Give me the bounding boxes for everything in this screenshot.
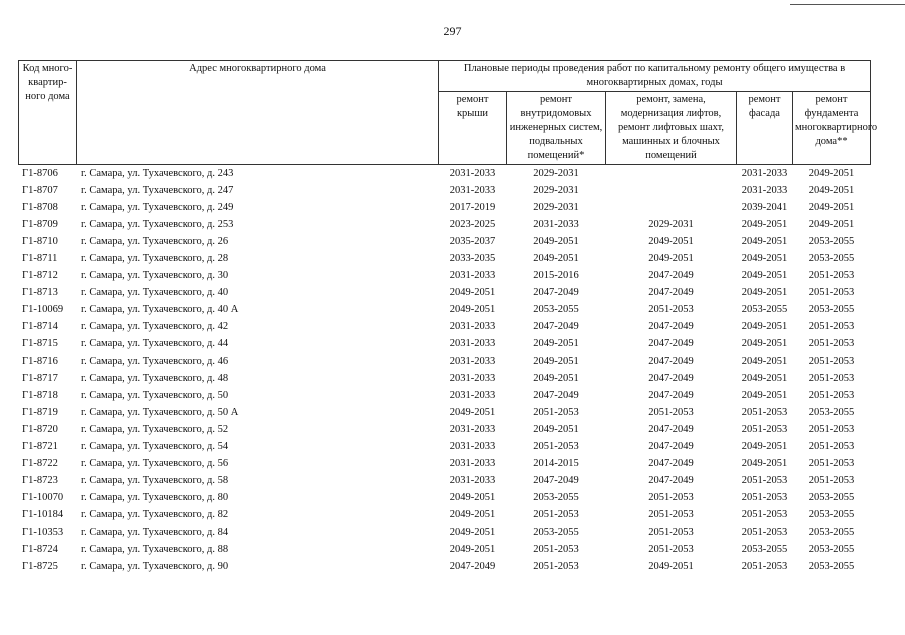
- cell-elevators: 2047-2049: [648, 287, 694, 299]
- cell-roof: 2049-2051: [449, 304, 496, 316]
- table-row: [19, 387, 871, 404]
- cell-elevators: [606, 199, 737, 216]
- table-row: [19, 370, 871, 387]
- cell-facade: 2031-2033: [741, 184, 788, 196]
- table-row: [19, 268, 871, 285]
- table-row: [19, 558, 871, 575]
- cell-roof: 2031-2033: [449, 423, 496, 435]
- cell-engineering: 2047-2049: [533, 475, 579, 487]
- table-row: [19, 336, 871, 353]
- cell-code: Г1-8723: [22, 475, 58, 487]
- cell-engineering: 2049-2051: [533, 355, 579, 367]
- cell-foundation: 2053-2055: [808, 526, 855, 538]
- cell-facade: 2049-2051: [741, 253, 788, 265]
- cell-elevators: 2047-2049: [648, 441, 694, 453]
- cell-code: Г1-8719: [22, 406, 58, 418]
- cell-facade: 2051-2053: [741, 509, 788, 521]
- cell-facade: 2049-2051: [741, 355, 788, 367]
- cell-engineering: 2015-2016: [533, 270, 579, 282]
- cell-address: г. Самара, ул. Тухачевского, д. 50 А: [81, 406, 239, 418]
- cell-code: Г1-10353: [22, 526, 64, 538]
- cell-code: Г1-8713: [22, 287, 58, 299]
- cell-engineering: 2051-2053: [533, 543, 579, 555]
- cell-facade: 2053-2055: [741, 304, 788, 316]
- cell-code: Г1-8708: [22, 201, 58, 213]
- cell-address: г. Самара, ул. Тухачевского, д. 253: [81, 218, 234, 230]
- cell-facade: 2051-2053: [741, 526, 788, 538]
- cell-engineering: 2051-2053: [533, 560, 579, 572]
- table-row: [19, 404, 871, 421]
- cell-address: г. Самара, ул. Тухачевского, д. 58: [81, 475, 229, 487]
- table-row: [19, 182, 871, 199]
- header-elevators: ремонт, замена, модернизация лифтов, ремонт лифтовых шахт, машинных и блочных помещений: [606, 92, 737, 165]
- cell-elevators: [606, 165, 737, 183]
- capital-repair-schedule-table: [18, 60, 878, 575]
- cell-foundation: 2049-2051: [808, 184, 855, 196]
- cell-foundation: 2051-2053: [808, 338, 855, 350]
- cell-roof: 2023-2025: [449, 218, 496, 230]
- cell-roof: 2031-2033: [449, 458, 496, 470]
- cell-engineering: 2049-2051: [533, 372, 579, 384]
- header-periods-group: Плановые периоды проведения работ по капитальному ремонту общего имущества в многоквартирных домах, годы: [439, 61, 871, 92]
- cell-elevators: [606, 182, 737, 199]
- cell-roof: 2031-2033: [449, 184, 496, 196]
- cell-facade: 2053-2055: [741, 543, 788, 555]
- cell-code: Г1-8714: [22, 321, 58, 333]
- cell-address: г. Самара, ул. Тухачевского, д. 82: [81, 509, 229, 521]
- cell-facade: 2051-2053: [741, 423, 788, 435]
- cell-code: Г1-8710: [22, 235, 58, 247]
- cell-elevators: 2029-2031: [648, 218, 694, 230]
- cell-code: Г1-8718: [22, 389, 58, 401]
- cell-address: г. Самара, ул. Тухачевского, д. 56: [81, 458, 229, 470]
- cell-foundation: 2053-2055: [808, 406, 855, 418]
- header-row-top: [19, 61, 871, 92]
- header-roof: ремонт крыши: [439, 92, 507, 165]
- cell-elevators: 2049-2051: [648, 560, 694, 572]
- header-address: Адрес многоквартирного дома: [77, 61, 439, 165]
- cell-engineering: 2014-2015: [533, 458, 579, 470]
- cell-elevators: 2051-2053: [648, 509, 694, 521]
- cell-facade: 2031-2033: [741, 167, 788, 179]
- cell-address: г. Самара, ул. Тухачевского, д. 243: [81, 167, 234, 179]
- cell-address: г. Самара, ул. Тухачевского, д. 90: [81, 560, 229, 572]
- table-row: [19, 233, 871, 250]
- cell-code: Г1-8721: [22, 441, 58, 453]
- cell-foundation: 2053-2055: [808, 509, 855, 521]
- cell-address: г. Самара, ул. Тухачевского, д. 44: [81, 338, 229, 350]
- cell-foundation: 2051-2053: [808, 389, 855, 401]
- cell-engineering: 2029-2031: [533, 167, 579, 179]
- header-foundation: ремонт фундамента многоквартирного дома**: [793, 92, 871, 165]
- cell-facade: 2049-2051: [741, 287, 788, 299]
- cell-roof: 2031-2033: [449, 389, 496, 401]
- cell-address: г. Самара, ул. Тухачевского, д. 30: [81, 270, 229, 282]
- cell-foundation: 2053-2055: [808, 543, 855, 555]
- cell-address: г. Самара, ул. Тухачевского, д. 46: [81, 355, 229, 367]
- cell-address: г. Самара, ул. Тухачевского, д. 42: [81, 321, 229, 333]
- cell-facade: 2049-2051: [741, 372, 788, 384]
- table-row: [19, 302, 871, 319]
- cell-elevators: 2047-2049: [648, 423, 694, 435]
- cell-code: Г1-8712: [22, 270, 58, 282]
- cell-code: Г1-8711: [22, 253, 58, 265]
- cell-foundation: 2051-2053: [808, 321, 855, 333]
- cell-address: г. Самара, ул. Тухачевского, д. 40 А: [81, 304, 239, 316]
- table-body: [19, 165, 871, 576]
- table-row: [19, 199, 871, 216]
- cell-engineering: 2049-2051: [533, 423, 579, 435]
- cell-elevators: 2047-2049: [648, 372, 694, 384]
- cell-address: г. Самара, ул. Тухачевского, д. 247: [81, 184, 234, 196]
- cell-engineering: 2047-2049: [533, 389, 579, 401]
- cell-facade: 2039-2041: [741, 201, 788, 213]
- cell-elevators: 2051-2053: [648, 492, 694, 504]
- cell-engineering: 2031-2033: [533, 218, 579, 230]
- cell-code: Г1-8706: [22, 167, 58, 179]
- table-row: [19, 165, 871, 183]
- cell-code: Г1-8709: [22, 218, 58, 230]
- cell-code: Г1-8715: [22, 338, 58, 350]
- cell-elevators: 2047-2049: [648, 321, 694, 333]
- cell-elevators: 2047-2049: [648, 458, 694, 470]
- cell-roof: 2049-2051: [449, 509, 496, 521]
- header-engineering: ремонт внутридомовых инженерных систем, подвальных помещений*: [507, 92, 606, 165]
- cell-facade: 2049-2051: [741, 270, 788, 282]
- cell-facade: 2049-2051: [741, 458, 788, 470]
- cell-facade: 2051-2053: [741, 492, 788, 504]
- cell-facade: 2049-2051: [741, 441, 788, 453]
- cell-roof: 2049-2051: [449, 543, 496, 555]
- table-row: [19, 319, 871, 336]
- cell-address: г. Самара, ул. Тухачевского, д. 28: [81, 253, 229, 265]
- cell-code: Г1-8720: [22, 423, 58, 435]
- cell-roof: 2031-2033: [449, 270, 496, 282]
- cell-foundation: 2053-2055: [808, 253, 855, 265]
- cell-code: Г1-10070: [22, 492, 64, 504]
- cell-engineering: 2047-2049: [533, 287, 579, 299]
- cell-foundation: 2051-2053: [808, 355, 855, 367]
- cell-roof: 2049-2051: [449, 526, 496, 538]
- cell-roof: 2031-2033: [449, 372, 496, 384]
- cell-address: г. Самара, ул. Тухачевского, д. 50: [81, 389, 229, 401]
- cell-roof: 2031-2033: [449, 355, 496, 367]
- cell-elevators: 2049-2051: [648, 235, 694, 247]
- cell-code: Г1-8724: [22, 543, 58, 555]
- table-row: [19, 507, 871, 524]
- cell-elevators: 2051-2053: [648, 406, 694, 418]
- cell-roof: 2031-2033: [449, 475, 496, 487]
- cell-foundation: 2053-2055: [808, 235, 855, 247]
- cell-engineering: 2049-2051: [533, 338, 579, 350]
- cell-address: г. Самара, ул. Тухачевского, д. 52: [81, 423, 229, 435]
- cell-engineering: 2051-2053: [533, 406, 579, 418]
- cell-elevators: 2047-2049: [648, 338, 694, 350]
- cell-engineering: 2051-2053: [533, 509, 579, 521]
- cell-engineering: 2053-2055: [533, 492, 579, 504]
- cell-facade: 2051-2053: [741, 475, 788, 487]
- cell-elevators: 2047-2049: [648, 475, 694, 487]
- cell-elevators: 2047-2049: [648, 270, 694, 282]
- table-row: [19, 490, 871, 507]
- cell-engineering: 2053-2055: [533, 526, 579, 538]
- cell-code: Г1-10069: [22, 304, 64, 316]
- cell-facade: 2049-2051: [741, 389, 788, 401]
- cell-roof: 2047-2049: [449, 560, 496, 572]
- table-row: [19, 216, 871, 233]
- cell-engineering: 2051-2053: [533, 441, 579, 453]
- cell-roof: 2049-2051: [449, 492, 496, 504]
- cell-foundation: 2049-2051: [808, 218, 855, 230]
- cell-roof: 2031-2033: [449, 338, 496, 350]
- cell-foundation: 2053-2055: [808, 492, 855, 504]
- cell-foundation: 2051-2053: [808, 475, 855, 487]
- cell-elevators: 2047-2049: [648, 355, 694, 367]
- cell-address: г. Самара, ул. Тухачевского, д. 48: [81, 372, 229, 384]
- cell-facade: 2051-2053: [741, 560, 788, 572]
- table-row: [19, 421, 871, 438]
- page-number: 297: [443, 24, 462, 38]
- cell-elevators: 2051-2053: [648, 543, 694, 555]
- cell-foundation: 2051-2053: [808, 423, 855, 435]
- cell-address: г. Самара, ул. Тухачевского, д. 26: [81, 235, 229, 247]
- cell-address: г. Самара, ул. Тухачевского, д. 249: [81, 201, 234, 213]
- corner-rule: [790, 4, 905, 5]
- cell-address: г. Самара, ул. Тухачевского, д. 88: [81, 543, 229, 555]
- cell-foundation: 2051-2053: [808, 458, 855, 470]
- cell-foundation: 2051-2053: [808, 270, 855, 282]
- cell-foundation: 2053-2055: [808, 560, 855, 572]
- cell-elevators: 2047-2049: [648, 389, 694, 401]
- cell-roof: 2031-2033: [449, 441, 496, 453]
- header-facade: ремонт фасада: [737, 92, 793, 165]
- cell-elevators: 2051-2053: [648, 526, 694, 538]
- cell-facade: 2049-2051: [741, 235, 788, 247]
- table-row: [19, 250, 871, 267]
- table-row: [19, 541, 871, 558]
- cell-roof: 2031-2033: [449, 167, 496, 179]
- cell-engineering: 2053-2055: [533, 304, 579, 316]
- cell-foundation: 2049-2051: [808, 201, 855, 213]
- cell-engineering: 2029-2031: [533, 201, 579, 213]
- cell-code: Г1-8717: [22, 372, 58, 384]
- cell-roof: 2049-2051: [449, 287, 496, 299]
- cell-code: Г1-10184: [22, 509, 64, 521]
- cell-foundation: 2049-2051: [808, 167, 855, 179]
- cell-facade: 2049-2051: [741, 218, 788, 230]
- cell-address: г. Самара, ул. Тухачевского, д. 80: [81, 492, 229, 504]
- cell-address: г. Самара, ул. Тухачевского, д. 54: [81, 441, 229, 453]
- cell-engineering: 2029-2031: [533, 184, 579, 196]
- cell-address: г. Самара, ул. Тухачевского, д. 40: [81, 287, 229, 299]
- cell-code: Г1-8722: [22, 458, 58, 470]
- cell-elevators: 2051-2053: [648, 304, 694, 316]
- table-row: [19, 285, 871, 302]
- cell-engineering: 2049-2051: [533, 235, 579, 247]
- cell-code: Г1-8725: [22, 560, 58, 572]
- cell-roof: 2035-2037: [449, 235, 496, 247]
- table-row: [19, 353, 871, 370]
- cell-foundation: 2051-2053: [808, 441, 855, 453]
- table-row: [19, 473, 871, 490]
- cell-code: Г1-8707: [22, 184, 58, 196]
- table-row: [19, 439, 871, 456]
- cell-foundation: 2053-2055: [808, 304, 855, 316]
- cell-foundation: 2051-2053: [808, 287, 855, 299]
- cell-facade: 2049-2051: [741, 321, 788, 333]
- cell-foundation: 2051-2053: [808, 372, 855, 384]
- table-row: [19, 524, 871, 541]
- cell-code: Г1-8716: [22, 355, 58, 367]
- cell-facade: 2051-2053: [741, 406, 788, 418]
- table-row: [19, 456, 871, 473]
- header-code: Код много-квартир-ного дома: [19, 61, 77, 165]
- cell-elevators: 2049-2051: [648, 253, 694, 265]
- cell-address: г. Самара, ул. Тухачевского, д. 84: [81, 526, 229, 538]
- cell-engineering: 2049-2051: [533, 253, 579, 265]
- cell-roof: 2049-2051: [449, 406, 496, 418]
- cell-facade: 2049-2051: [741, 338, 788, 350]
- cell-roof: 2017-2019: [449, 201, 496, 213]
- cell-roof: 2033-2035: [449, 253, 496, 265]
- cell-roof: 2031-2033: [449, 321, 496, 333]
- cell-engineering: 2047-2049: [533, 321, 579, 333]
